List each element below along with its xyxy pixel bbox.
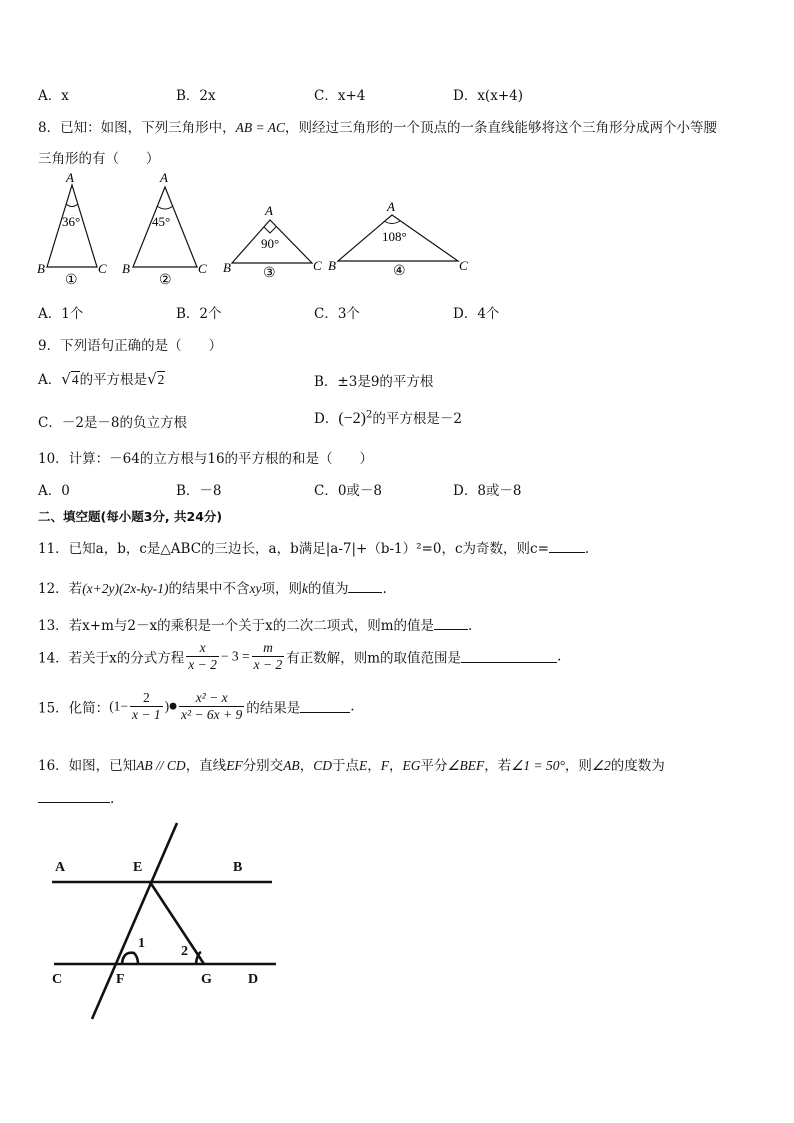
q14-suffix: 有正数解，则m的取值范围是 — [286, 650, 462, 667]
q9-stem: 9．下列语句正确的是（ ） — [38, 338, 223, 354]
q8-option-c: C．3个 — [314, 306, 360, 322]
q16-p6: ， — [367, 758, 381, 774]
tri3-angle-label: 90° — [261, 236, 280, 251]
q15-f1-numerator: 2 — [130, 690, 163, 707]
line-ef — [92, 823, 177, 1019]
q16-m2: EF — [226, 758, 243, 773]
q14-prefix: 14．若关于x的分式方程 — [38, 650, 185, 667]
q10-option-c: C．0或－8 — [314, 483, 383, 499]
tri2-angle-label: 45° — [152, 214, 171, 229]
q12-term: xy — [249, 581, 262, 596]
q14-fraction-1 — [186, 640, 219, 673]
q10-option-a: A．0 — [38, 483, 70, 499]
tri1-apex-label: A — [66, 170, 74, 185]
tri3-number: ③ — [263, 266, 276, 281]
q15-open: (1− — [109, 698, 129, 714]
q7-option-a: A．x — [38, 88, 69, 104]
q10-option-d: D．8或－8 — [453, 483, 522, 499]
q16-answer-blank[interactable] — [38, 790, 110, 803]
q12-prefix: 12．若 — [38, 581, 83, 597]
q7-option-b: B．2x — [176, 88, 216, 104]
tri2-apex-label: A — [160, 170, 168, 185]
q16-m1: AB // CD — [136, 758, 186, 773]
fig-label-b: B — [233, 860, 243, 875]
q12-line — [38, 577, 387, 597]
q13-line — [38, 614, 472, 634]
tri4-angle-label: 108° — [382, 229, 407, 244]
q15-fraction-2 — [179, 690, 244, 723]
tri1-left-label: B — [37, 261, 45, 276]
fig-label-c: C — [52, 972, 63, 987]
q14-fraction-2 — [252, 640, 285, 673]
q16-p2: ，直线 — [185, 758, 227, 774]
q15-prefix: 15．化简： — [38, 700, 110, 717]
fig-label-a: A — [55, 860, 66, 875]
q14-f2-numerator: m — [252, 640, 285, 657]
tri3-left-label: B — [223, 260, 231, 275]
q16-p11: 的度数为 — [610, 758, 665, 774]
q10-stem: 10．计算：－64的立方根与16的平方根的和是（ ） — [38, 451, 374, 467]
q11-line — [38, 537, 589, 557]
q11-answer-blank[interactable] — [549, 540, 585, 553]
q8-stem — [38, 116, 717, 136]
q9-a-radicand1: 4 — [71, 372, 79, 387]
q16-m3: AB — [283, 758, 300, 773]
tri1-angle-label: 36° — [62, 214, 81, 229]
tri2-number: ② — [159, 273, 172, 288]
q15-line — [38, 690, 355, 723]
tri4-number: ④ — [393, 264, 406, 279]
q9-a-mid: 的平方根是 — [79, 372, 148, 388]
q11-text: 11．已知a，b，c是△ABC的三边长，a，b满足|a-7|+（b-1）²=0，c为奇数，则c= — [38, 541, 549, 557]
q16-m6: F — [380, 758, 389, 773]
fig-label-angle-2: 2 — [181, 944, 188, 959]
q14-minus-three: − 3 = — [220, 648, 250, 664]
tri3-apex-label: A — [265, 203, 273, 218]
triangle-2 — [122, 170, 207, 288]
tri3-right-label: C — [313, 258, 322, 273]
q16-p8: 平分 — [420, 758, 448, 774]
q10-option-b: B．－8 — [176, 483, 222, 499]
q13-end: . — [468, 618, 473, 634]
q9-a-radicand2: 2 — [157, 372, 165, 387]
tri4-apex-label: A — [387, 199, 395, 214]
q16-figure — [40, 815, 290, 1030]
fig-label-d: D — [248, 972, 259, 987]
q14-f2-denominator: x − 2 — [253, 657, 283, 672]
q14-f1-denominator: x − 2 — [188, 657, 217, 672]
q8-stem-prefix: 8．已知：如图，下列三角形中， — [38, 120, 236, 136]
fig-label-e: E — [133, 860, 143, 875]
q8-option-a: A．1个 — [38, 306, 84, 322]
triangle-1 — [37, 170, 107, 288]
q12-mid: 的结果中不含 — [168, 581, 250, 597]
q15-fraction-1 — [130, 690, 163, 723]
fig-label-f: F — [116, 972, 125, 987]
q8-option-d: D．4个 — [453, 306, 500, 322]
q15-answer-blank[interactable] — [300, 700, 350, 713]
q16-end: . — [110, 791, 115, 807]
q9-option-d — [314, 407, 462, 428]
q8-stem-math: AB = AC — [235, 120, 285, 135]
q9-d-exponent: 2 — [366, 409, 373, 421]
q8-triangles-figure — [30, 170, 490, 290]
q16-m10: ∠2 — [591, 758, 611, 773]
q8-stem-suffix: ，则经过三角形的一个顶点的一条直线能够将这个三角形分成两个小等腰 — [284, 120, 717, 136]
q16-m5: E — [358, 758, 368, 773]
q16-p10: ，则 — [564, 758, 592, 774]
q15-f2-numerator: x² − x — [179, 690, 244, 707]
q16-m7: EG — [402, 758, 421, 773]
angle-1-arc — [122, 953, 138, 964]
q7-option-c: C．x+4 — [314, 88, 366, 104]
q16-m4: CD — [313, 758, 332, 773]
tri2-left-label: B — [122, 261, 130, 276]
q15-f2-denominator: x² − 6x + 9 — [181, 707, 243, 722]
q15-f1-denominator: x − 1 — [132, 707, 161, 722]
triangle-4 — [328, 199, 468, 279]
q8-option-b: B．2个 — [176, 306, 222, 322]
q16-p9: ，若 — [484, 758, 512, 774]
q9-option-a: A．√4的平方根是√2 — [38, 370, 165, 388]
fig-label-g: G — [201, 972, 212, 987]
q9-a-prefix: A． — [38, 372, 62, 388]
tri4-left-label: B — [328, 258, 336, 273]
q9-option-b: B．±3是9的平方根 — [314, 374, 434, 390]
q16-line — [38, 754, 665, 774]
q12-suffix: 的值为 — [307, 581, 349, 597]
q14-line — [38, 640, 561, 673]
q15-suffix: 的结果是 — [246, 700, 301, 717]
q15-close: ) — [164, 698, 170, 714]
q16-answer-line — [38, 790, 114, 807]
q9-d-prefix: D． — [314, 411, 339, 427]
section-2-heading: 二、填空题(每小题3分, 共24分) — [38, 509, 223, 524]
q14-answer-blank[interactable] — [461, 650, 557, 663]
q13-text: 13．若x+m与2－x的乘积是一个关于x的二次二项式，则m的值是 — [38, 618, 435, 634]
tri2-right-label: C — [198, 261, 207, 276]
q14-f1-numerator: x — [186, 640, 219, 657]
q15-end: . — [350, 698, 355, 715]
q16-p1: 16．如图，已知 — [38, 758, 137, 774]
q16-p5: 于点 — [331, 758, 359, 774]
q9-option-c: C．－2是－8的负立方根 — [38, 415, 188, 431]
tri1-number: ① — [65, 273, 78, 288]
q7-option-d: D．x(x+4) — [453, 88, 523, 104]
q15-multiply-dot: ● — [169, 701, 178, 712]
q8-stem-line2: 三角形的有（ ） — [38, 151, 160, 167]
q12-mid2: 项，则 — [261, 581, 302, 597]
q12-expression: (x+2y)(2x-ky-1) — [82, 581, 169, 596]
q11-end: . — [584, 541, 590, 557]
q14-end: . — [557, 648, 562, 665]
q16-p3: 分别交 — [242, 758, 284, 774]
line-eg — [150, 882, 204, 964]
tri4-right-label: C — [459, 258, 468, 273]
q9-d-base: (−2) — [338, 410, 367, 427]
q16-p7: ， — [388, 758, 403, 774]
fig-label-angle-1: 1 — [138, 936, 145, 951]
triangle-3 — [223, 203, 322, 281]
tri1-right-label: C — [98, 261, 107, 276]
q9-d-suffix: 的平方根是－2 — [372, 411, 462, 427]
q16-m8: ∠BEF — [447, 758, 485, 773]
q12-end: . — [382, 581, 387, 597]
q12-variable: k — [301, 581, 308, 596]
q12-answer-blank[interactable] — [348, 580, 382, 593]
q13-answer-blank[interactable] — [434, 617, 468, 630]
q16-p4: ， — [299, 758, 314, 774]
q16-m9: ∠1 = 50° — [511, 758, 565, 773]
